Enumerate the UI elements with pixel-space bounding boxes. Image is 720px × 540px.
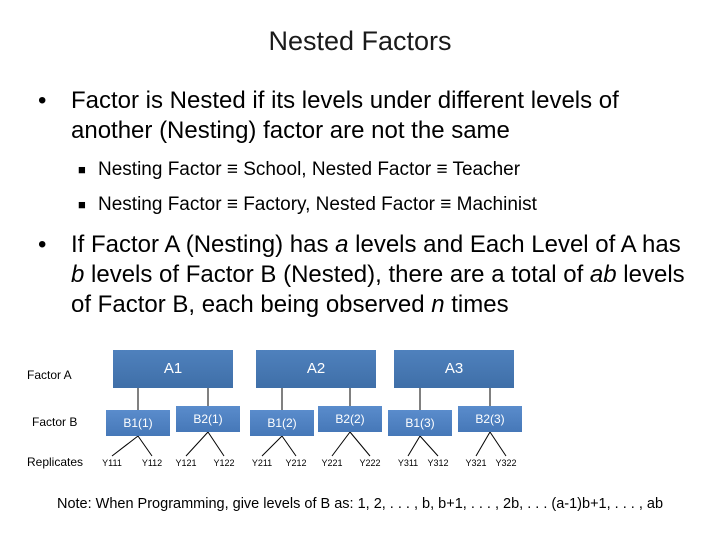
node-b1-1: B1(1) xyxy=(106,410,170,436)
sub-bullet-1 xyxy=(78,158,678,182)
replicate-y111: Y111 xyxy=(102,458,122,468)
sub-bullet-1-text: Nesting Factor ≡ School, Nested Factor ≡ Teacher xyxy=(98,159,521,180)
bullet-1-text: Factor is Nested if its levels under different levels of another (Nesting) factor are not the same xyxy=(71,87,619,144)
row-label-factor-b: Factor B xyxy=(32,415,78,429)
bullet-1 xyxy=(38,86,693,146)
row-label-factor-a: Factor A xyxy=(27,368,72,382)
replicate-y322: Y322 xyxy=(495,458,517,468)
replicate-y222: Y222 xyxy=(359,458,381,468)
node-b2-3: B2(3) xyxy=(458,406,522,432)
row-label-replicates: Replicates xyxy=(27,455,84,469)
replicate-y211: Y211 xyxy=(251,458,273,468)
square-bullet-icon: ■ xyxy=(78,197,86,212)
bullet-dot: • xyxy=(38,231,47,258)
replicate-y221: Y221 xyxy=(321,458,343,468)
replicate-y121: Y121 xyxy=(175,458,197,468)
square-bullet-icon: ■ xyxy=(78,162,86,177)
bullet-2 xyxy=(38,230,693,320)
replicate-y311: Y311 xyxy=(397,458,419,468)
nested-factor-diagram xyxy=(0,340,720,485)
node-a2: A2 xyxy=(256,350,376,388)
programming-note: Note: When Programming, give levels of B as: 1, 2, . . . , b, b+1, . . . , 2b, . . . (a-1)b+1, . . . , ab xyxy=(56,496,664,512)
replicate-y321: Y321 xyxy=(465,458,487,468)
replicate-y312: Y312 xyxy=(427,458,449,468)
node-b1-3: B1(3) xyxy=(388,410,452,436)
node-a3: A3 xyxy=(394,350,514,388)
sub-bullet-2-text: Nesting Factor ≡ Factory, Nested Factor ≡ Machinist xyxy=(98,194,537,215)
node-b1-2: B1(2) xyxy=(250,410,314,436)
node-b2-2: B2(2) xyxy=(318,406,382,432)
bullet-dot: • xyxy=(38,87,47,114)
node-b2-1: B2(1) xyxy=(176,406,240,432)
sub-bullet-2 xyxy=(78,193,678,217)
node-a1: A1 xyxy=(113,350,233,388)
replicate-y212: Y212 xyxy=(285,458,307,468)
slide-title: Nested Factors xyxy=(268,26,452,56)
replicate-y112: Y112 xyxy=(141,458,163,468)
bullet-2-text: If Factor A (Nesting) has a levels and Each Level of A has b levels of Factor B (Nested), there are a total of ab levels of Factor B, each being observed n times xyxy=(71,231,685,318)
replicate-y122: Y122 xyxy=(213,458,235,468)
